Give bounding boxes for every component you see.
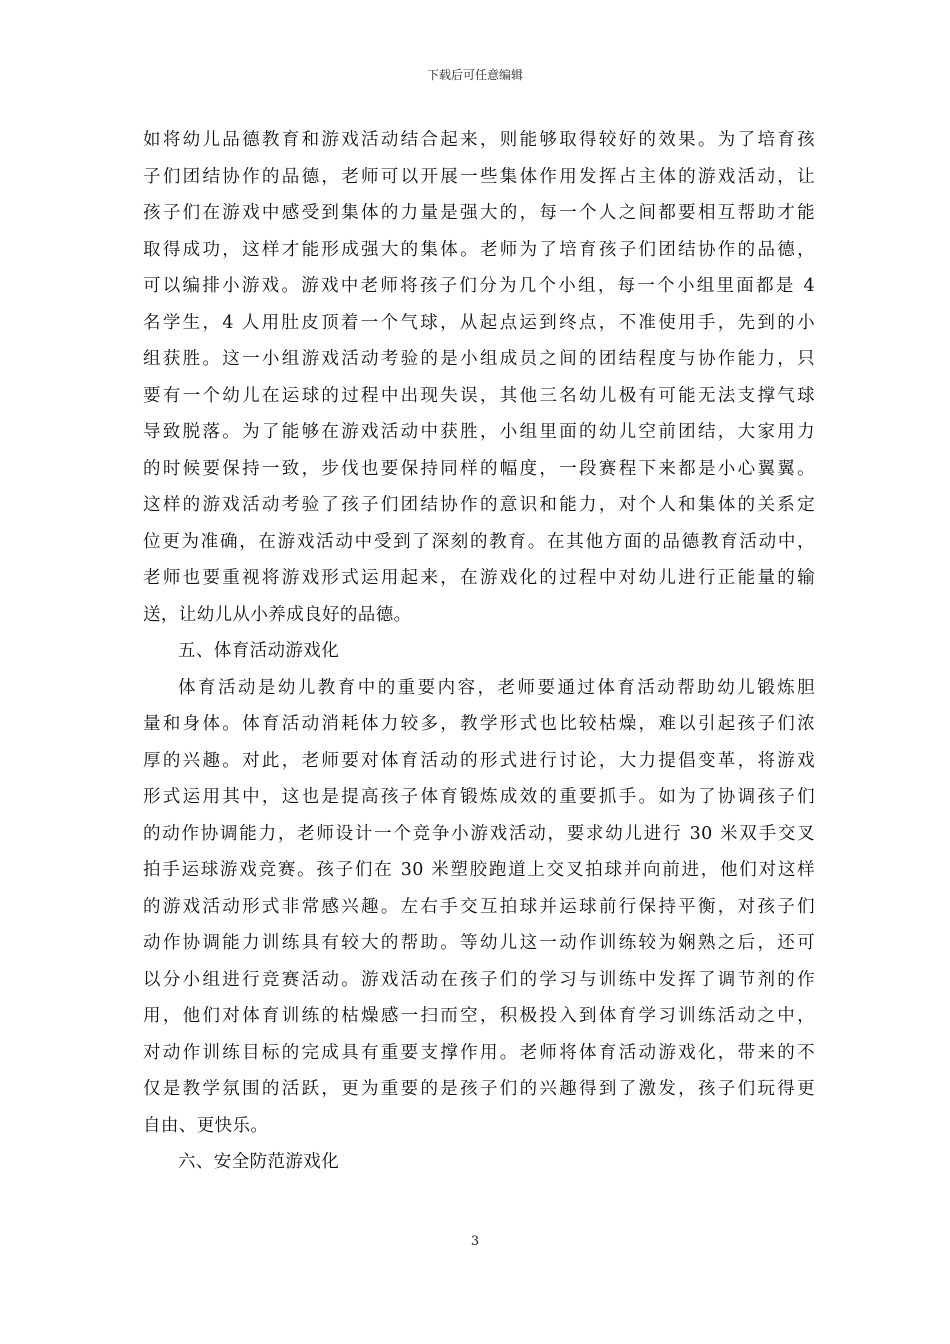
text-line: 要有一个幼儿在运球的过程中出现失误，其他三名幼儿极有可能无法支撑气球 [143,385,815,406]
text-line: 的时候要保持一致，步伐也要保持同样的幅度，一段赛程下来都是小心翼翼。 [143,458,815,479]
text-line: 可以编排小游戏。游戏中老师将孩子们分为几个小组，每一个小组里面都是 4 [143,276,815,296]
text-line: 以分小组进行竞赛活动。游戏活动在孩子们的学习与训练中发挥了调节剂的作 [143,969,815,990]
text-line: 这样的游戏活动考验了孩子们团结协作的意识和能力，对个人和集体的关系定 [143,495,815,515]
text-line: 对动作训练目标的完成具有重要支撑作用。老师将体育活动游戏化，带来的不 [143,1042,815,1063]
text-line: 体育活动是幼儿教育中的重要内容，老师要通过体育活动帮助幼儿锻炼胆 [178,677,815,698]
text-line: 量和身体。体育活动消耗体力较多，教学形式也比较枯燥，难以引起孩子们浓 [143,714,815,734]
text-line: 送，让幼儿从小养成良好的品德。 [143,604,412,625]
section-heading: 五、体育活动游戏化 [178,641,340,661]
text-line: 孩子们在游戏中感受到集体的力量是强大的，每一个人之间都要相互帮助才能 [143,203,815,223]
text-line: 老师也要重视将游戏形式运用起来，在游戏化的过程中对幼儿进行正能量的输 [143,568,815,588]
text-line: 动作协调能力训练具有较大的帮助。等幼儿这一动作训练较为娴熟之后，还可 [143,933,815,953]
text-line: 形式运用其中，这也是提高孩子体育锻炼成效的重要抓手。如为了协调孩子们 [143,787,815,807]
text-line: 名学生，4 人用肚皮顶着一个气球，从起点运到终点，不准使用手，先到的小 [143,312,815,333]
section-heading: 六、安全防范游戏化 [178,1152,340,1172]
text-line: 用，他们对体育训练的枯燥感一扫而空，积极投入到体育学习训练活动之中， [143,1006,815,1026]
page-number: 3 [470,1234,480,1249]
text-line: 导致脱落。为了能够在游戏活动中获胜，小组里面的幼儿空前团结，大家用力 [143,422,815,442]
page-header: 下载后可任意编辑 [426,68,523,82]
text-line: 的动作协调能力，老师设计一个竞争小游戏活动，要求幼儿进行 30 米双手交叉 [143,823,815,844]
text-line: 拍手运球游戏竞赛。孩子们在 30 米塑胶跑道上交叉拍球并向前进，他们对这样 [143,860,815,880]
text-line: 位更为准确，在游戏活动中受到了深刻的教育。在其他方面的品德教育活动中， [143,531,815,552]
text-line: 组获胜。这一小组游戏活动考验的是小组成员之间的团结程度与协作能力，只 [143,349,815,369]
text-line: 自由、更快乐。 [143,1115,269,1136]
text-line: 厚的兴趣。对此，老师要对体育活动的形式进行讨论，大力提倡变革，将游戏 [143,750,815,771]
body-text [143,122,815,1181]
text-line: 子们团结协作的品德，老师可以开展一些集体作用发挥占主体的游戏活动，让 [143,166,815,187]
text-line: 取得成功，这样才能形成强大的集体。老师为了培育孩子们团结协作的品德， [143,239,815,260]
text-line: 如将幼儿品德教育和游戏活动结合起来，则能够取得较好的效果。为了培育孩 [143,130,815,150]
text-line: 仅是教学氛围的活跃，更为重要的是孩子们的兴趣得到了激发，孩子们玩得更 [143,1079,815,1099]
text-line: 的游戏活动形式非常感兴趣。左右手交互拍球并运球前行保持平衡，对孩子们 [143,896,815,917]
